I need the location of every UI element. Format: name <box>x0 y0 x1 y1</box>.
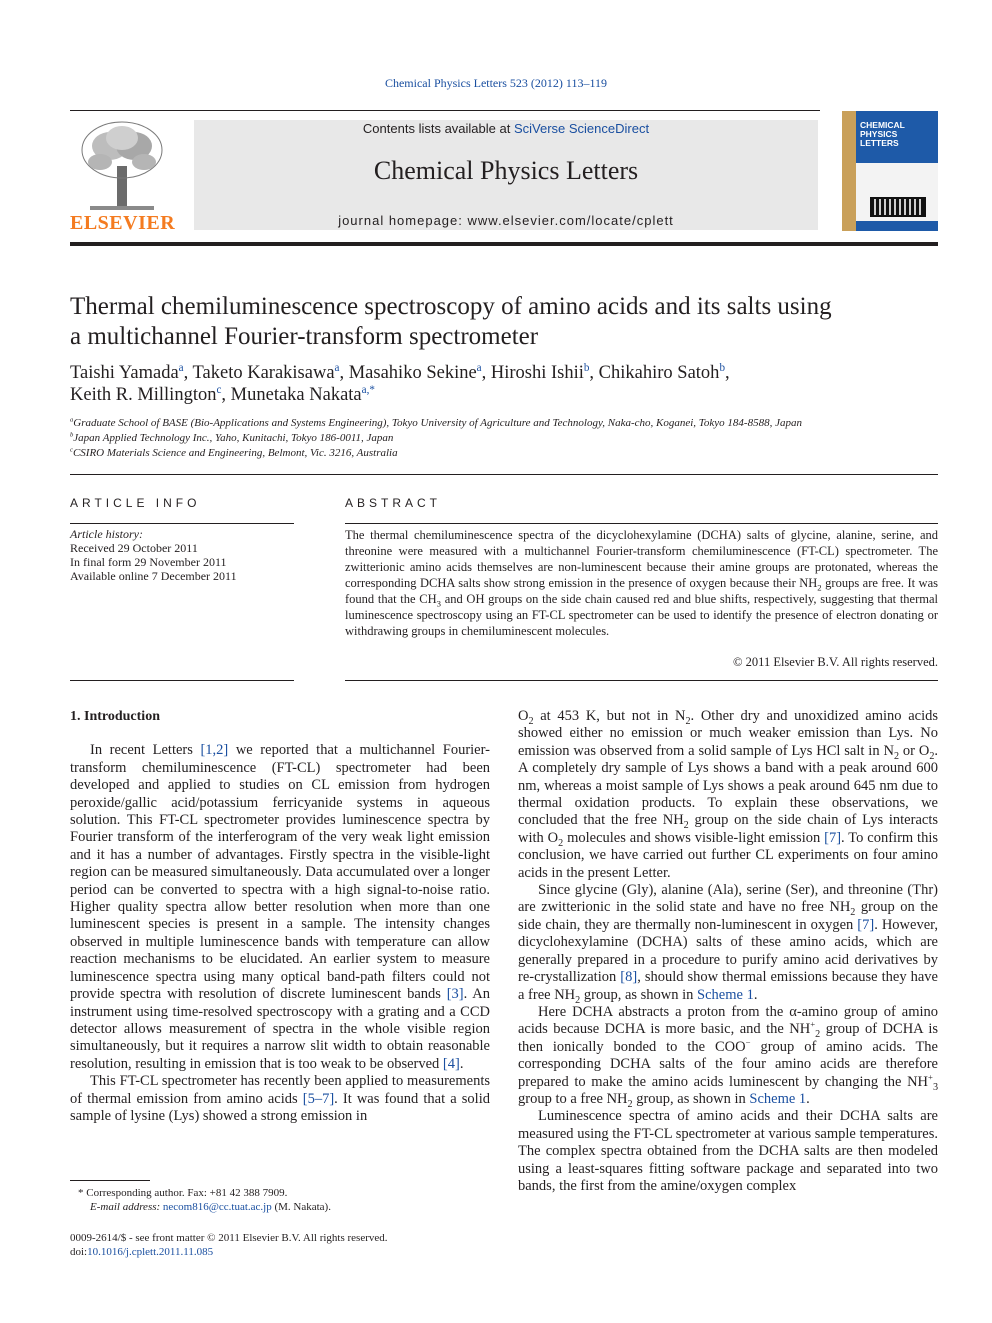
elsevier-wordmark: ELSEVIER <box>70 212 176 234</box>
article-info-rule-bottom <box>70 680 294 681</box>
scheme-1b-link[interactable]: Scheme 1 <box>749 1090 807 1107</box>
author-separator: , <box>589 363 599 383</box>
author-separator: , <box>339 363 349 383</box>
intro-paragraph-2: This FT-CL spectrometer has recently been applied to measurements of thermal emission from amino acids [5–7]. It was found that a solid sample of lysine (Lys) showed a strong emission in <box>70 1073 490 1124</box>
scheme-1-link[interactable]: Scheme 1 <box>697 986 754 1003</box>
right-paragraph-2: Since glycine (Gly), alanine (Ala), serine (Ser), and threonine (Thr) are zwitterionic in the solid state and have no free $NH_2$ group on the side chain, they are thermally non-luminescent in oxygen [7]. However, dicyclohexylamine (DCHA) salts of these amino acids, which are generally prepared in a procedure to purify amino acid derivatives by re-crystallization [8], should show thermal emissions because they have a free $NH_2$ group, as shown in Scheme 1. <box>518 882 939 1006</box>
author-name[interactable]: Taishi Yamada <box>70 363 179 383</box>
email-link[interactable]: necom816@cc.tuat.ac.jp <box>162 1201 272 1213</box>
cover-strip <box>842 111 856 231</box>
footnote: * Corresponding author. Fax: +81 42 388 7909. E-mail address: necom816@cc.tuat.ac.jp (M. Nakata). <box>78 1187 331 1213</box>
affiliation-b: $^b$Japan Applied Technology Inc., Yaho, Kunitachi, Tokyo 186-0011, Japan <box>70 431 394 444</box>
article-info-rule <box>70 523 294 524</box>
ref-1-2-link[interactable]: [1,2] <box>200 742 229 759</box>
journal-citation[interactable]: Chemical Physics Letters 523 (2012) 113–119 <box>384 76 608 90</box>
contents-line: Contents lists available at SciVerse ScienceDirect <box>362 121 650 136</box>
journal-homepage: journal homepage: www.elsevier.com/locate/cplett <box>338 213 674 228</box>
doi-link[interactable]: 10.1016/j.cplett.2011.11.085 <box>87 1246 214 1258</box>
intro-paragraph-1: In recent Letters [1,2] we reported that a multichannel Fourier-transform chemiluminescence (FT-CL) spectrometer had been developed and applied to studies on CL emission from hydrogen peroxide/gallic acid/potassium ferricyanide systems in aqueous solution. This FT-CL spectrometer provides luminescence spectra by Fourier transform of the interferogram of the very weak light emission and it has a number of advantages. Firstly spectra in the visible-light region can be measured simultaneously. Data accumulated over a longer period can be converted to spectra with a high signal-to-noise ratio. Higher quality spectra allow better resolution when more than one luminescent species is present in a sample. The intensity changes observed in multiple luminescence bands with temperature can allow reaction mechanisms to be elucidated. An earlier system to measure luminescence spectra using many optical band-path filters could not provide spectra with resolution of discrete luminescent bands [3]. An instrument using time-resolved spectroscopy with a grating and a CCD detector allows measurement of spectra in the whole visible region simultaneously, but it requires a narrow slit width to obtain reasonable resolution, resulting in emission that is too weak to be observed [4]. <box>70 742 491 1072</box>
author-name[interactable]: Taketo Karakisawa <box>192 363 335 383</box>
cover-image-panel <box>856 163 938 221</box>
author-name[interactable]: Masahiko Sekine <box>348 363 477 383</box>
author-affiliation-mark[interactable]: a <box>178 361 184 374</box>
author-name[interactable]: Keith R. Millington <box>70 385 217 405</box>
ref-7b-link[interactable]: [7] <box>857 916 875 933</box>
article-info-heading: ARTICLE INFO <box>70 496 201 510</box>
right-paragraph-3: Here DCHA abstracts a proton from the α-amino group of amino acids because DCHA is more basic, and the $NH^+_2$ group of DCHA is then ionically bonded to the COO− group of amino acids. The corresponding DCHA salts of the four amino acids are therefore prepared to make the amino acids luminescent by changing the $NH^+_3$ group to a free $NH_2$ group, as shown in Scheme 1. <box>518 1003 938 1110</box>
affiliation-a: $^a$Graduate School of BASE (Bio-Applications and Systems Engineering), Tokyo University of Agriculture and Technology, Naka-cho, Koganei, Tokyo 184-8588, Japan <box>70 416 802 429</box>
author-name[interactable]: Chikahiro Satoh <box>598 363 720 383</box>
right-paragraph-1: $O_2$ at 453 K, but not in $N_2$. Other dry and unoxidized amino acids showed either no emission or much weaker emission than Lys. No emission was observed from a solid sample of Lys HCl salt in $N_2$ or $O_2$. A completely dry sample of Lys shows a band with a peak around 600 nm, whereas a moist sample of Lys shows a peak around 645 nm due to thermal oxidation products. To explain these observations, we concluded that the free $NH_2$ group on the side chain of Lys interacts with $O_2$ molecules and shows visible-light emission [7]. To confirm this conclusion, we have carried out further CL experiments on four amino acids in the present Letter. <box>518 708 939 881</box>
author-affiliation-mark[interactable]: c <box>216 383 222 396</box>
author-separator: , <box>221 385 231 405</box>
ref-8-link[interactable]: [8] <box>620 969 638 986</box>
abstract-heading: ABSTRACT <box>345 496 442 510</box>
author-line-1 <box>70 362 930 384</box>
article-history: Article history: Received 29 October 2011 In final form 29 November 2011 Available online 7 December 2011 <box>70 527 237 583</box>
front-matter-info: 0009-2614/$ - see front matter © 2011 Elsevier B.V. All rights reserved. doi:10.1016/j.cplett.2011.11.085 <box>70 1232 388 1258</box>
author-affiliation-mark[interactable]: a <box>476 361 482 374</box>
homepage-url-link[interactable]: www.elsevier.com/locate/cplett <box>467 213 674 228</box>
author-affiliation-mark[interactable]: a <box>334 361 340 374</box>
author-affiliation-mark[interactable]: b <box>583 361 590 374</box>
ref-7-link[interactable]: [7] <box>824 829 842 846</box>
affiliation-c: $^c$CSIRO Materials Science and Engineering, Belmont, Vic. 3216, Australia <box>70 446 398 459</box>
abstract-copyright: © 2011 Elsevier B.V. All rights reserved. <box>733 655 938 669</box>
author-separator: , <box>183 363 193 383</box>
cover-title: CHEMICAL PHYSICS LETTERS <box>860 120 905 148</box>
journal-cover-thumbnail[interactable] <box>842 111 938 231</box>
header-rule-top <box>70 110 820 111</box>
journal-title: Chemical Physics Letters <box>373 156 639 185</box>
author-affiliation-mark[interactable]: a,* <box>361 383 375 396</box>
right-paragraph-4: Luminescence spectra of amino acids and their DCHA salts are measured using the FT-CL spectrometer at various sample temperatures. The complex spectra obtained from the DCHA salts are then modeled using a least-squares fitting software package and separated into two bands, the first from the amine/oxygen complex <box>518 1108 938 1194</box>
section-rule <box>70 474 938 475</box>
footnote-rule <box>70 1180 150 1181</box>
author-separator: , <box>724 363 730 383</box>
author-list <box>70 362 930 406</box>
author-affiliation-mark[interactable]: b <box>719 361 725 374</box>
left-column <box>70 708 490 1125</box>
abstract-rule <box>345 523 938 524</box>
abstract-rule-bottom <box>345 680 938 681</box>
author-separator: , <box>481 363 491 383</box>
abstract-text: The thermal chemiluminescence spectra of the dicyclohexylamine (DCHA) salts of glycine, alanine, serine, and threonine were measured with a multichannel Fourier-transform chemiluminescence (FT-CL) spectrometer. The zwitterionic amino acids themselves are non-luminescent because their amine groups are protonated, whereas the corresponding DCHA salts show strong emission in the presence of oxygen because their $NH_2$ groups are free. It was found that the $CH_3$ and OH groups on the side chain caused red and blue shifts, respectively, suggesting that thermal luminescence spectroscopy using an FT-CL spectrometer can be used to identify the presence of electron donating or withdrawing groups in chemiluminescent molecules. <box>345 528 938 638</box>
right-column <box>518 708 938 1195</box>
ref-5-7-link[interactable]: [5–7] <box>302 1090 335 1107</box>
header-rule-bottom <box>70 242 938 246</box>
author-line-2 <box>70 384 930 406</box>
sciencedirect-link[interactable]: SciVerse ScienceDirect <box>513 121 650 136</box>
author-name[interactable]: Munetaka Nakata <box>230 385 362 405</box>
ref-4-link[interactable]: [4] <box>442 1055 460 1072</box>
article-title: Thermal chemiluminescence spectroscopy of amino acids and its salts using a multichannel Fourier-transform spectrometer <box>70 293 832 350</box>
author-name[interactable]: Hiroshi Ishii <box>490 363 584 383</box>
introduction-heading: 1. Introduction <box>70 709 160 724</box>
ref-3-link[interactable]: [3] <box>446 986 464 1003</box>
